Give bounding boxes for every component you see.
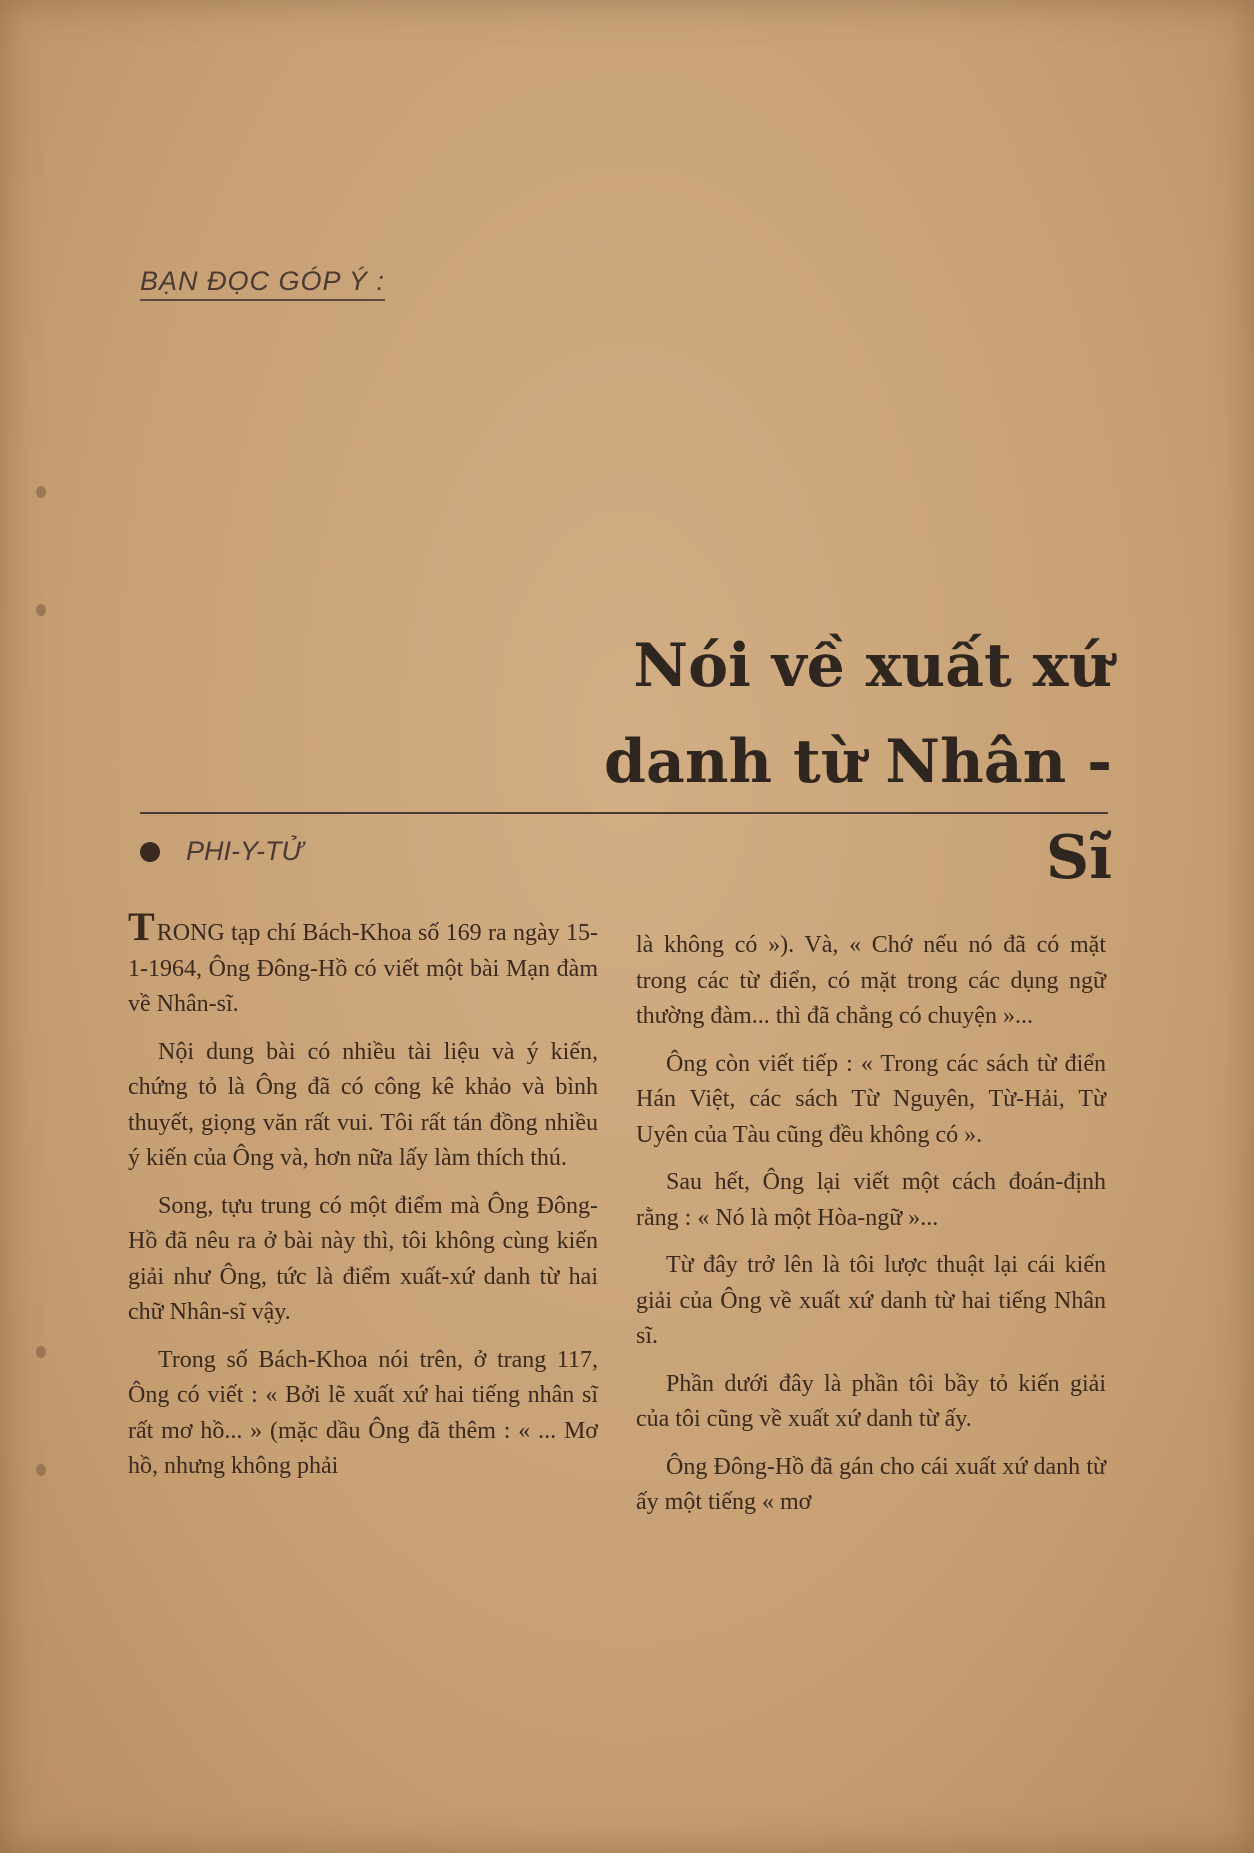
bullet-icon	[140, 842, 160, 862]
article-paragraph: Ông còn viết tiếp : « Trong các sách từ điển Hán Việt, các sách Từ Nguyên, Từ-Hải, Từ Uyên của Tàu cũng đều không có ».	[636, 1050, 1106, 1148]
drop-cap: T	[128, 904, 155, 949]
section-rubric: BẠN ĐỌC GÓP Ý :	[140, 266, 385, 301]
article-column-right	[636, 928, 1106, 1533]
binding-hole	[36, 1346, 46, 1358]
article-column-left	[128, 904, 598, 1497]
article-paragraph: Phần dưới đây là phần tôi bầy tỏ kiến giải của tôi cũng về xuất xứ danh từ ấy.	[636, 1370, 1106, 1432]
binding-hole	[36, 486, 46, 498]
article-paragraph: Trong số Bách-Khoa nói trên, ở trang 117, Ông có viết : « Bởi lẽ xuất xứ hai tiếng nhân sĩ rất mơ hồ... » (mặc dầu Ông đã thêm : « ... Mơ hồ, nhưng không phải	[128, 1346, 598, 1479]
article-paragraph: Từ đây trở lên là tôi lược thuật lại cái kiến giải của Ông về xuất xứ danh từ hai tiếng Nhân sĩ.	[636, 1252, 1106, 1349]
article-paragraph: Ông Đông-Hồ đã gán cho cái xuất xứ danh từ ấy một tiếng « mơ	[636, 1453, 1106, 1515]
author-name: PHI-Y-TỬ	[186, 836, 303, 866]
article-paragraph: Song, tựu trung có một điểm mà Ông Đông-Hồ đã nêu ra ở bài này thì, tôi không cùng kiến giải như Ông, tức là điểm xuất-xứ danh từ hai chữ Nhân-sĩ vậy.	[128, 1192, 598, 1325]
binding-hole	[36, 1464, 46, 1476]
article-title-line-2: danh từ Nhân - Sĩ	[604, 727, 1112, 893]
article-paragraph: Nội dung bài có nhiều tài liệu và ý kiến, chứng tỏ là Ông đã có công kê khảo và bình thuyết, giọng văn rất vui. Tôi rất tán đồng nhiều ý kiến của Ông và, hơn nữa lấy làm thích thú.	[128, 1038, 598, 1171]
article-paragraph: là không có »). Và, « Chớ nếu nó đã có mặt trong các từ điển, có mặt trong các dụng ngữ thường đàm... thì đã chẳng có chuyện »...	[636, 932, 1106, 1029]
author-byline	[140, 836, 303, 867]
article-paragraph: TRONG tạp chí Bách-Khoa số 169 ra ngày 15-1-1964, Ông Đông-Hồ có viết một bài Mạn đàm về Nhân-sĩ.	[128, 904, 598, 1017]
article-paragraph: Sau hết, Ông lại viết một cách đoán-định rằng : « Nó là một Hòa-ngữ »...	[636, 1169, 1106, 1231]
title-divider	[140, 812, 1108, 814]
binding-hole	[36, 604, 46, 616]
article-title	[560, 618, 1112, 906]
article-title-line-1: Nói về xuất xứ	[633, 631, 1112, 701]
